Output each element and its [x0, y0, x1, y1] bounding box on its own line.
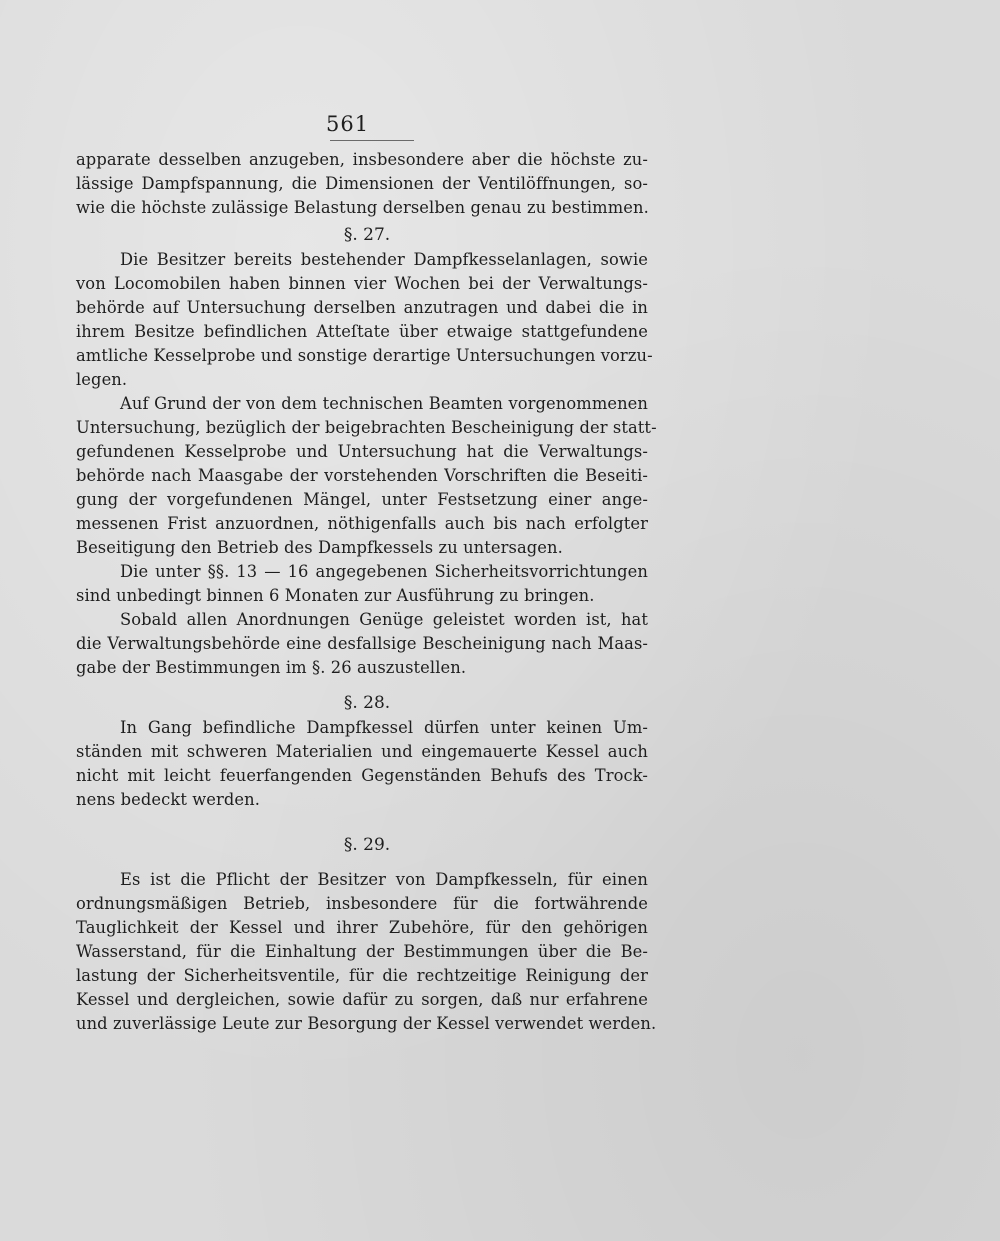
- text-line: legen.: [76, 370, 128, 389]
- text-line: gefundenen Kesselprobe und Untersuchung hat die Verwaltungs-: [76, 442, 648, 461]
- text-line: Wasserstand, für die Einhaltung der Bestimmungen über die Be-: [76, 942, 648, 961]
- text-line: von Locomobilen haben binnen vier Wochen bei der Verwaltungs-: [76, 274, 648, 293]
- text-line: nens bedeckt werden.: [76, 790, 261, 809]
- text-line: messenen Frist anzuordnen, nöthigenfalls auch bis nach erfolgter: [76, 514, 648, 533]
- section-29: [76, 832, 657, 1036]
- section-heading: §. 27.: [343, 225, 391, 245]
- section-28: [76, 690, 648, 812]
- paragraph: [76, 248, 653, 392]
- section-heading: §. 28.: [343, 693, 391, 713]
- text-line: Kessel und dergleichen, sowie dafür zu sorgen, daß nur erfahrene: [76, 990, 648, 1009]
- text-line: Es ist die Pflicht der Besitzer von Dampfkesseln, für einen: [120, 870, 648, 889]
- text-line: ihrem Besitze befindlichen Atteſtate über etwaige stattgefundene: [76, 322, 648, 341]
- paragraph: [76, 716, 648, 812]
- paragraph: [76, 868, 657, 1036]
- text-line: behörde nach Maasgabe der vorstehenden Vorschriften die Beseiti-: [76, 466, 648, 485]
- text-line: In Gang befindliche Dampfkessel dürfen unter keinen Um-: [120, 718, 648, 737]
- text-line: Auf Grund der von dem technischen Beamten vorgenommenen: [120, 394, 648, 413]
- body-text: [76, 148, 657, 1036]
- text-line: behörde auf Untersuchung derselben anzutragen und dabei die in: [76, 298, 648, 317]
- text-line: Die unter §§. 13 — 16 angegebenen Sicherheitsvorrichtungen: [120, 562, 648, 581]
- text-line: ordnungsmäßigen Betrieb, insbesondere für die fortwährende: [76, 894, 648, 913]
- text-line: ständen mit schweren Materialien und eingemauerte Kessel auch: [76, 742, 648, 761]
- text-line: Untersuchung, bezüglich der beigebrachten Bescheinigung der statt-: [76, 418, 657, 437]
- paragraph-continuation: [76, 148, 648, 220]
- text-line: lastung der Sicherheitsventile, für die rechtzeitige Reinigung der: [76, 966, 648, 985]
- section-27: [76, 222, 657, 680]
- text-line: Sobald allen Anordnungen Genüge geleistet worden ist, hat: [120, 610, 648, 629]
- text-line: Die Besitzer bereits bestehender Dampfkesselanlagen, sowie: [120, 250, 648, 269]
- text-line: Tauglichkeit der Kessel und ihrer Zubehöre, für den gehörigen: [76, 918, 648, 937]
- section-heading: §. 29.: [343, 835, 391, 855]
- text-line: gung der vorgefundenen Mängel, unter Festsetzung einer ange-: [76, 490, 648, 509]
- text-line: lässige Dampfspannung, die Dimensionen der Ventilöffnungen, so-: [76, 174, 648, 193]
- text-line: sind unbedingt binnen 6 Monaten zur Ausführung zu bringen.: [76, 586, 595, 605]
- page-number: 561: [326, 112, 370, 136]
- paragraph: [76, 608, 648, 680]
- paragraph: [76, 392, 657, 560]
- text-line: apparate desselben anzugeben, insbesondere aber die höchste zu-: [76, 150, 648, 169]
- text-line: die Verwaltungsbehörde eine desfallsige Bescheinigung nach Maas-: [76, 634, 648, 653]
- text-line: wie die höchste zulässige Belastung derselben genau zu bestimmen.: [76, 198, 649, 217]
- paragraph: [76, 560, 648, 608]
- text-line: gabe der Bestimmungen im §. 26 auszustellen.: [76, 658, 467, 677]
- text-line: amtliche Kesselprobe und sonstige derartige Untersuchungen vorzu-: [76, 346, 653, 365]
- text-line: und zuverlässige Leute zur Besorgung der Kessel verwendet werden.: [76, 1014, 657, 1033]
- text-line: Beseitigung den Betrieb des Dampfkessels zu untersagen.: [76, 538, 563, 557]
- text-line: nicht mit leicht feuerfangenden Gegenständen Behufs des Trock-: [76, 766, 648, 785]
- page-number-rule: [330, 140, 414, 141]
